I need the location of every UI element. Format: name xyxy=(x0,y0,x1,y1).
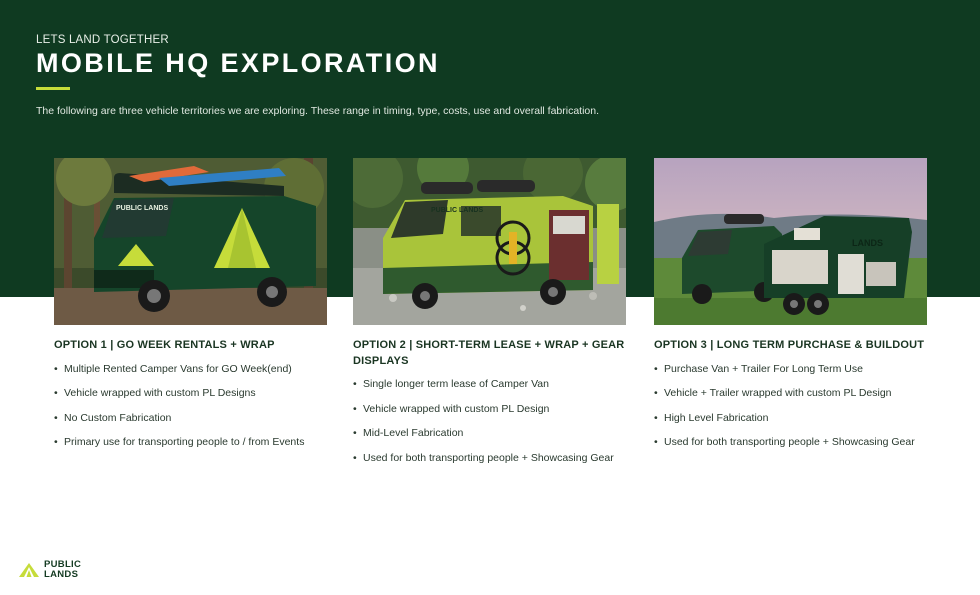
option-3-photo xyxy=(654,158,927,325)
trailer-brand-text: LANDS xyxy=(852,238,883,248)
list-item: • High Level Fabrication xyxy=(654,411,930,427)
accent-rule xyxy=(36,87,70,90)
list-item: • Vehicle wrapped with custom PL Design xyxy=(353,402,629,418)
logo-line-2: LANDS xyxy=(44,568,79,580)
list-item: • Vehicle + Trailer wrapped with custom PL Design xyxy=(654,386,930,402)
list-item: • Vehicle wrapped with custom PL Designs xyxy=(54,386,330,402)
list-item: • Used for both transporting people + Showcasing Gear xyxy=(353,451,629,467)
eyebrow-text: LETS LAND TOGETHER xyxy=(36,34,169,46)
van-brand-text-1: PUBLIC LANDS xyxy=(116,205,169,212)
logo-wordmark xyxy=(44,560,81,579)
option-3-title: OPTION 3 | LONG TERM PURCHASE & BUILDOUT xyxy=(654,339,925,351)
tent-logo-icon xyxy=(18,562,40,578)
van-brand-text-2: PUBLIC LANDS xyxy=(431,207,484,214)
option-2-title: OPTION 2 | SHORT-TERM LEASE + WRAP + GEAR DISPLAYS xyxy=(353,339,625,367)
option-3-card xyxy=(654,158,927,460)
list-item: • Mid-Level Fabrication xyxy=(353,426,629,442)
option-1-title: OPTION 1 | GO WEEK RENTALS + WRAP xyxy=(54,339,275,351)
page-title: MOBILE HQ EXPLORATION xyxy=(36,48,440,78)
option-1-photo xyxy=(54,158,327,325)
list-item: • Used for both transporting people + Showcasing Gear xyxy=(654,435,930,451)
option-2-photo xyxy=(353,158,626,325)
intro-text: The following are three vehicle territories we are exploring. These range in timing, type, costs, use and overall fabrication. xyxy=(36,105,600,117)
list-item: • Multiple Rented Camper Vans for GO Week(end) xyxy=(54,362,330,378)
public-lands-logo xyxy=(18,560,81,579)
list-item: • Purchase Van + Trailer For Long Term Use xyxy=(654,362,930,378)
list-item: • No Custom Fabrication xyxy=(54,411,330,427)
option-2-card xyxy=(353,158,626,475)
list-item: • Single longer term lease of Camper Van xyxy=(353,377,629,393)
option-3-bullets xyxy=(654,362,927,451)
option-1-card xyxy=(54,158,327,460)
logo-line-1: PUBLIC xyxy=(44,559,82,570)
option-1-bullets xyxy=(54,362,327,451)
list-item: • Primary use for transporting people to / from Events xyxy=(54,435,330,451)
option-2-bullets xyxy=(353,377,626,466)
